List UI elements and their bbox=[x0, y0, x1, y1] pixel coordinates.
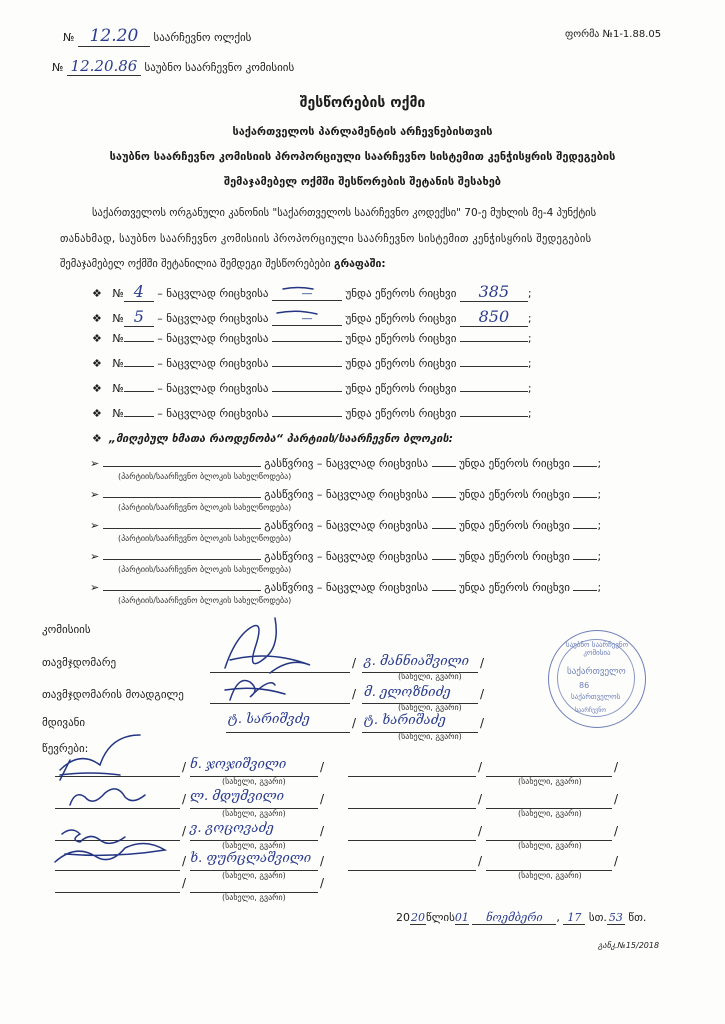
should-be-value: 385 bbox=[460, 282, 528, 302]
chair-label: თავმჯდომარე bbox=[42, 656, 117, 669]
member-signature bbox=[55, 843, 165, 862]
should-be-value bbox=[460, 366, 528, 367]
party-row: ➢ გასწვრივ – ნაცვლად რიცხვისა უნდა ეწეროს რიცხვი ; (პარტიის/საარჩევნო ბლოკის სახელწოდება) bbox=[90, 581, 602, 605]
member-name: ნ. ჯოჯიშვილი bbox=[190, 757, 287, 772]
party-caption: (პარტიის/საარჩევნო ბლოკის სახელწოდება) bbox=[118, 596, 292, 605]
slash: / bbox=[614, 792, 619, 806]
document-title: შესწორების ოქმი bbox=[299, 95, 426, 111]
member-signature bbox=[70, 789, 145, 805]
year: 20 bbox=[411, 911, 425, 924]
name-caption: (სახელი, გვარი) bbox=[398, 703, 462, 712]
party-name bbox=[103, 590, 261, 591]
party-caption: (პარტიის/საარჩევნო ბლოკის სახელწოდება) bbox=[118, 565, 292, 574]
year-label: წლის bbox=[426, 911, 455, 924]
column-number bbox=[124, 416, 154, 417]
correction-row: ❖ № – ნაცვლად რიცხვისა უნდა ეწეროს რიცხვი ; bbox=[92, 332, 532, 345]
slash: / bbox=[320, 876, 325, 890]
column-label: გასწვრივ – ნაცვლად რიცხვისა bbox=[264, 550, 429, 563]
deputy-signature-line bbox=[210, 703, 350, 704]
instead-value bbox=[432, 559, 456, 560]
should-be-value bbox=[460, 391, 528, 392]
instead-label: – ნაცვლად რიცხვისა bbox=[157, 382, 269, 395]
member-signature-line bbox=[55, 808, 180, 809]
footer-code: განკ.№15/2018 bbox=[598, 941, 660, 950]
form-code: ფორმა №1-1.88.05 bbox=[565, 29, 662, 40]
correction-row: ❖ № – ნაცვლად რიცხვისა უნდა ეწეროს რიცხვი ; bbox=[92, 407, 532, 420]
should-be-label: უნდა ეწეროს რიცხვი bbox=[345, 287, 457, 300]
instead-label: – ნაცვლად რიცხვისა bbox=[157, 357, 269, 370]
should-be-value: 850 bbox=[460, 307, 528, 327]
intro-line-2: თანახმად, საუბნო საარჩევნო კომისიის პროპორციული საარჩევნო სისტემით კენჭისყრის შედეგების bbox=[60, 233, 592, 245]
party-name bbox=[103, 528, 261, 529]
name-caption: (სახელი, გვარი) bbox=[518, 777, 582, 786]
instead-value bbox=[432, 528, 456, 529]
should-be-label: უნდა ეწეროს რიცხვი bbox=[459, 581, 570, 594]
slash: / bbox=[478, 760, 483, 774]
slash: / bbox=[480, 716, 485, 730]
instead-value bbox=[272, 366, 342, 367]
slash: / bbox=[614, 760, 619, 774]
year-prefix: 20 bbox=[396, 911, 410, 924]
instead-value bbox=[432, 466, 456, 467]
chair-name: გ. მანნიაშვილი bbox=[364, 654, 470, 669]
correction-row: ❖ № – ნაცვლად რიცხვისა უნდა ეწეროს რიცხვი ; bbox=[92, 382, 532, 395]
name-caption: (სახელი, გვარი) bbox=[222, 893, 286, 902]
party-row: ➢ გასწვრივ – ნაცვლად რიცხვისა უნდა ეწეროს რიცხვი ; (პარტიის/საარჩევნო ბლოკის სახელწოდება) bbox=[90, 550, 602, 574]
commission-label: კომისიის bbox=[42, 623, 91, 636]
party-name bbox=[103, 466, 261, 467]
slash: / bbox=[480, 656, 485, 670]
member-signature-line bbox=[55, 870, 180, 871]
no-sign: № bbox=[63, 31, 75, 44]
district-number: 12.20 bbox=[78, 26, 150, 47]
name-caption: (სახელი, გვარი) bbox=[518, 871, 582, 880]
should-be-value bbox=[460, 341, 528, 342]
correction-row: ❖ № 4 – ნაცვლად რიცხვისა — უნდა ეწეროს რიცხვი 385 ; bbox=[92, 282, 532, 301]
intro-line-3 bbox=[60, 258, 386, 270]
should-be-label: უნდა ეწეროს რიცხვი bbox=[345, 332, 457, 345]
column-label: გასწვრივ – ნაცვლად რიცხვისა bbox=[264, 581, 429, 594]
no-sign: № bbox=[52, 61, 64, 74]
should-be-label: უნდა ეწეროს რიცხვი bbox=[459, 519, 570, 532]
instead-label: – ნაცვლად რიცხვისა bbox=[157, 407, 269, 420]
slash: / bbox=[480, 687, 485, 701]
slash: / bbox=[182, 760, 187, 774]
slash: / bbox=[352, 656, 357, 670]
chair-signature bbox=[225, 618, 310, 673]
secretary-name: ტ. ხარიშაძე bbox=[364, 713, 446, 728]
should-be-value bbox=[573, 528, 597, 529]
month: ნოემბერი bbox=[472, 911, 556, 925]
column-label: გასწვრივ – ნაცვლად რიცხვისა bbox=[264, 519, 429, 532]
stamp-bottom-text: საარჩევნო bbox=[575, 707, 607, 714]
party-section-title: ❖ „მიღებულ ხმათა რაოდენობა“ პარტიის/საარჩევნო ბლოკის: bbox=[92, 432, 454, 445]
precinct-label: საუბნო საარჩევნო კომისიის bbox=[144, 61, 295, 74]
slash: / bbox=[614, 824, 619, 838]
column-number bbox=[124, 391, 154, 392]
party-name bbox=[103, 497, 261, 498]
member-name: ვ. გოცოვაძე bbox=[190, 821, 274, 836]
should-be-value bbox=[573, 497, 597, 498]
member-signature-line bbox=[55, 840, 180, 841]
column-label: გასწვრივ – ნაცვლად რიცხვისა bbox=[264, 457, 429, 470]
party-row: ➢ გასწვრივ – ნაცვლად რიცხვისა უნდა ეწეროს რიცხვი ; (პარტიის/საარჩევნო ბლოკის სახელწოდება) bbox=[90, 519, 602, 543]
chair-signature-line bbox=[210, 672, 350, 673]
instead-value: — bbox=[272, 312, 342, 326]
party-row: ➢ გასწვრივ – ნაცვლად რიცხვისა უნდა ეწეროს რიცხვი ; (პარტიის/საარჩევნო ბლოკის სახელწოდება) bbox=[90, 457, 602, 481]
member-signature-line bbox=[55, 892, 180, 893]
member-signature-line bbox=[348, 808, 476, 809]
instead-value bbox=[432, 590, 456, 591]
precinct-line bbox=[52, 57, 294, 76]
should-be-label: უნდა ეწეროს რიცხვი bbox=[459, 457, 570, 470]
should-be-value bbox=[460, 416, 528, 417]
should-be-value bbox=[573, 466, 597, 467]
should-be-label: უნდა ეწეროს რიცხვი bbox=[459, 488, 570, 501]
members-label: წევრები: bbox=[42, 742, 89, 755]
slash: / bbox=[182, 876, 187, 890]
minute-label: წთ. bbox=[628, 911, 647, 924]
should-be-label: უნდა ეწეროს რიცხვი bbox=[345, 407, 457, 420]
intro-line-3-text: შემაჯამებელ ოქმში შეტანილია შემდეგი შესწორებები bbox=[60, 258, 334, 270]
stamp-number: 86 bbox=[579, 681, 590, 690]
column-number: 5 bbox=[124, 307, 154, 327]
name-caption: (სახელი, გვარი) bbox=[398, 672, 462, 681]
slash: / bbox=[320, 824, 325, 838]
slash: / bbox=[478, 824, 483, 838]
name-caption: (სახელი, გვარი) bbox=[222, 777, 286, 786]
member-name: ლ. მდუმვილი bbox=[190, 789, 284, 804]
slash: / bbox=[478, 854, 483, 868]
instead-value bbox=[272, 416, 342, 417]
minute: 53 bbox=[608, 911, 623, 924]
slash: / bbox=[182, 792, 187, 806]
should-be-value bbox=[573, 559, 597, 560]
title-line-1: საქართველოს პარლამენტის არჩევნებისთვის bbox=[232, 125, 493, 138]
intro-line-1: საქართველოს ორგანული კანონის "საქართველოს საარჩევნო კოდექსი" 70-ე მუხლის მე-4 პუნქტის bbox=[92, 207, 597, 219]
district-line bbox=[63, 26, 251, 47]
instead-value bbox=[432, 497, 456, 498]
stamp-center-text: საქართველო bbox=[567, 667, 626, 677]
slash: / bbox=[352, 716, 357, 730]
party-name bbox=[103, 559, 261, 560]
stamp-top-text: საუბნო საარჩევნო კომისია bbox=[565, 641, 629, 657]
deputy-signature bbox=[225, 680, 285, 700]
member-signature-line bbox=[348, 870, 476, 871]
deputy-name: მ. ელოზნიძე bbox=[364, 685, 451, 700]
stamp-district: საქართველოს bbox=[571, 693, 621, 701]
should-be-label: უნდა ეწეროს რიცხვი bbox=[345, 382, 457, 395]
deputy-label: თავმჯდომარის მოადგილე bbox=[42, 688, 184, 701]
district-label: საარჩევნო ოლქის bbox=[153, 31, 252, 44]
title-line-2: საუბნო საარჩევნო კომისიის პროპორციული საარჩევნო სისტემით კენჭისყრის შედეგების bbox=[109, 150, 616, 163]
slash: / bbox=[182, 824, 187, 838]
official-stamp bbox=[548, 630, 646, 728]
column-label: გასწვრივ – ნაცვლად რიცხვისა bbox=[264, 488, 429, 501]
hour-label: სთ. bbox=[588, 911, 607, 924]
should-be-label: უნდა ეწეროს რიცხვი bbox=[345, 357, 457, 370]
secretary-signature: ტ. სარიშვძე bbox=[228, 712, 310, 727]
title-line-3: შემაჯამებელ ოქმში შესწორების შეტანის შესახებ bbox=[223, 175, 502, 188]
instead-label: – ნაცვლად რიცხვისა bbox=[157, 332, 269, 345]
intro-column-word: გრაფაში: bbox=[333, 258, 386, 270]
secretary-label: მდივანი bbox=[42, 716, 86, 729]
party-caption: (პარტიის/საარჩევნო ბლოკის სახელწოდება) bbox=[118, 472, 292, 481]
member-signature-line bbox=[348, 776, 476, 777]
slash: / bbox=[614, 854, 619, 868]
party-section-label: „მიღებულ ხმათა რაოდენობა“ პარტიის/საარჩევნო ბლოკის: bbox=[108, 432, 454, 445]
slash: / bbox=[182, 854, 187, 868]
correction-row: ❖ № – ნაცვლად რიცხვისა უნდა ეწეროს რიცხვი ; bbox=[92, 357, 532, 370]
member-signature-line bbox=[348, 840, 476, 841]
precinct-number: 12.20.86 bbox=[67, 57, 141, 76]
slash: / bbox=[320, 760, 325, 774]
instead-value bbox=[272, 391, 342, 392]
date-line: 2020წლის01 ნოემბერი , 17 სთ. 53 წთ. bbox=[396, 911, 647, 924]
slash: / bbox=[320, 854, 325, 868]
name-caption: (სახელი, გვარი) bbox=[518, 809, 582, 818]
day: 01 bbox=[454, 911, 469, 924]
member-name: ხ. ფურცლაშვილი bbox=[190, 851, 312, 866]
instead-value bbox=[272, 341, 342, 342]
secretary-signature-line bbox=[226, 732, 350, 733]
party-caption: (პარტიის/საარჩევნო ბლოკის სახელწოდება) bbox=[118, 534, 292, 543]
name-caption: (სახელი, გვარი) bbox=[222, 809, 286, 818]
should-be-label: უნდა ეწეროს რიცხვი bbox=[459, 550, 570, 563]
instead-label: – ნაცვლად რიცხვისა bbox=[157, 287, 269, 300]
correction-row: ❖ № 5 – ნაცვლად რიცხვისა — უნდა ეწეროს რიცხვი 850 ; bbox=[92, 307, 532, 326]
name-caption: (სახელი, გვარი) bbox=[222, 871, 286, 880]
name-caption: (სახელი, გვარი) bbox=[518, 841, 582, 850]
column-number: 4 bbox=[124, 282, 154, 302]
slash: / bbox=[320, 792, 325, 806]
slash: / bbox=[352, 687, 357, 701]
column-number bbox=[124, 341, 154, 342]
slash: / bbox=[478, 792, 483, 806]
column-number bbox=[124, 366, 154, 367]
member-signature-line bbox=[55, 776, 180, 777]
party-caption: (პარტიის/საარჩევნო ბლოკის სახელწოდება) bbox=[118, 503, 292, 512]
member-signature bbox=[62, 830, 125, 843]
instead-value: — bbox=[272, 287, 342, 301]
instead-label: – ნაცვლად რიცხვისა bbox=[157, 312, 269, 325]
name-caption: (სახელი, გვარი) bbox=[398, 732, 462, 741]
should-be-label: უნდა ეწეროს რიცხვი bbox=[345, 312, 457, 325]
should-be-value bbox=[573, 590, 597, 591]
hour: 17 bbox=[563, 911, 585, 925]
name-caption: (სახელი, გვარი) bbox=[222, 841, 286, 850]
party-row: ➢ გასწვრივ – ნაცვლად რიცხვისა უნდა ეწეროს რიცხვი ; (პარტიის/საარჩევნო ბლოკის სახელწოდება) bbox=[90, 488, 602, 512]
